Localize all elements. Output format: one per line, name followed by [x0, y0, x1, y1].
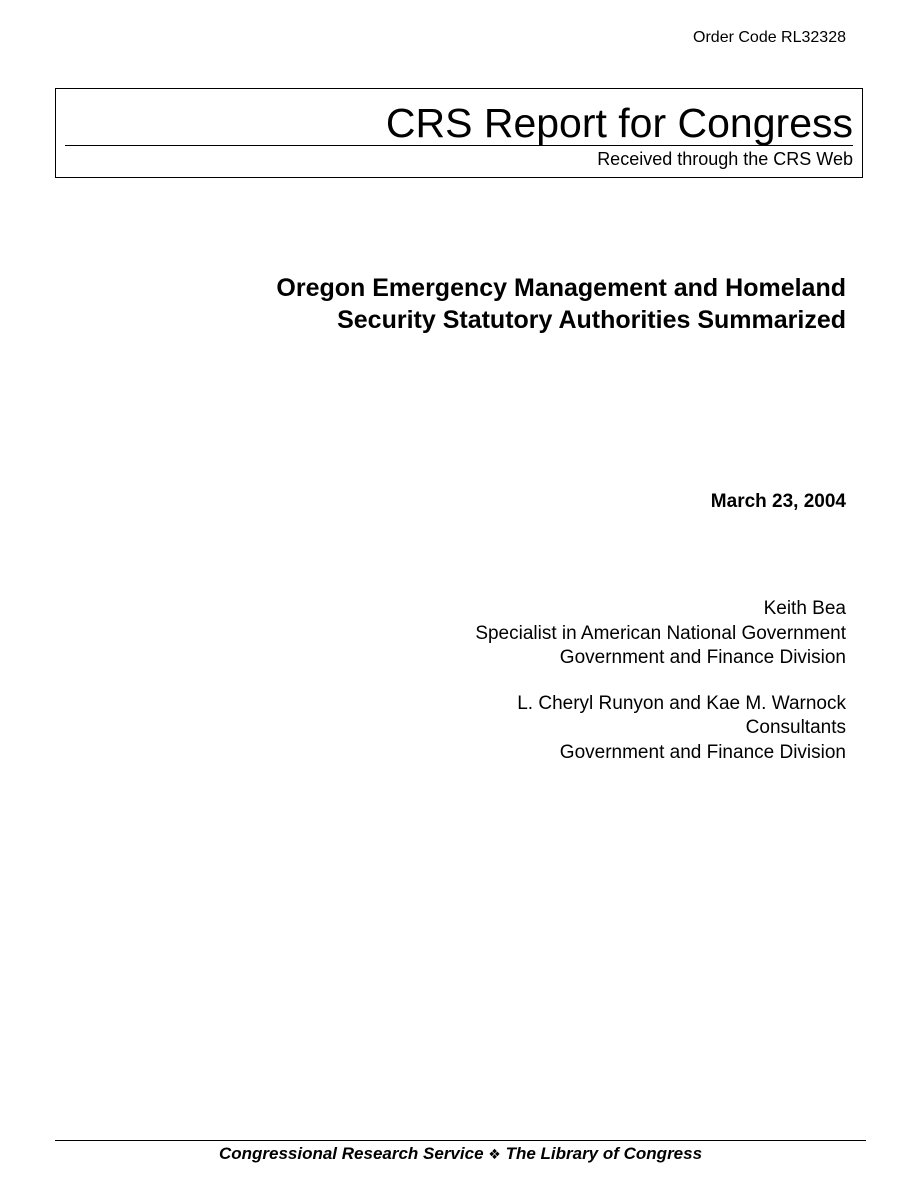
header-title: CRS Report for Congress: [385, 100, 853, 146]
author-title: Consultants: [745, 717, 846, 738]
footer-divider: [55, 1140, 866, 1141]
authors-section: [246, 597, 846, 765]
header-divider: [65, 145, 853, 146]
diamond-separator-icon: ❖: [488, 1147, 501, 1163]
footer-library: The Library of Congress: [505, 1144, 703, 1163]
report-title-line: Oregon Emergency Management and Homeland: [276, 274, 846, 302]
author-name: L. Cheryl Runyon and Kae M. Warnock: [517, 692, 846, 714]
author-block: [246, 597, 846, 671]
report-title-line: Security Statutory Authorities Summarized: [337, 306, 846, 334]
author-name: Keith Bea: [763, 598, 846, 619]
header-subtitle: Received through the CRS Web: [597, 149, 853, 169]
author-block: [246, 692, 846, 766]
footer: [55, 1143, 866, 1166]
report-header-box: [55, 88, 863, 178]
report-date: March 23, 2004: [710, 491, 846, 512]
report-title: [146, 272, 846, 336]
author-division: Government and Finance Division: [559, 741, 846, 763]
order-code: Order Code RL32328: [693, 29, 846, 46]
footer-org: Congressional Research Service: [218, 1144, 484, 1163]
author-title: Specialist in American National Government: [475, 622, 846, 644]
author-division: Government and Finance Division: [559, 647, 846, 668]
